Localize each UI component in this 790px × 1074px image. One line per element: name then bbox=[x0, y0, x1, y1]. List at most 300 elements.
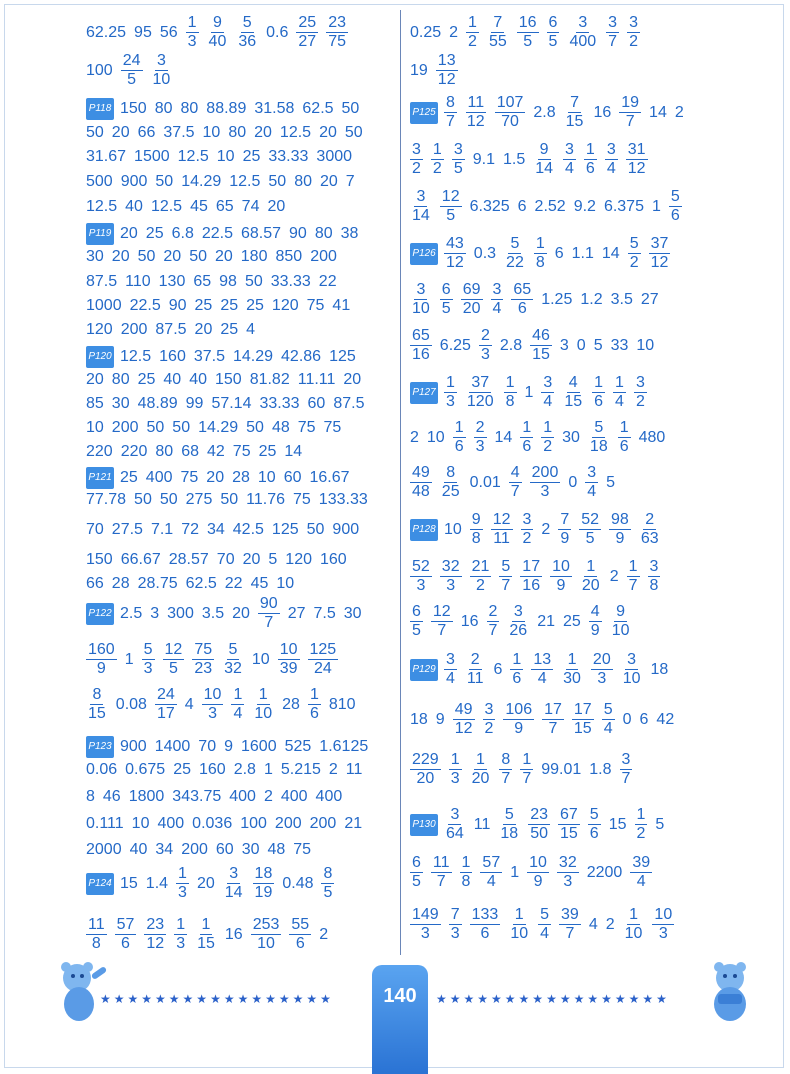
answer-value: 1500 bbox=[134, 148, 170, 165]
answer-value: 80 bbox=[180, 100, 199, 117]
bear-mascot-left-icon bbox=[55, 960, 111, 1026]
answer-value: 16 bbox=[460, 612, 479, 630]
answer-value: 14 bbox=[494, 428, 513, 446]
denominator: 50 bbox=[530, 825, 548, 842]
denominator: 4 bbox=[615, 393, 624, 410]
answer-value: 10 bbox=[276, 575, 295, 592]
answer-value: 1.2 bbox=[580, 290, 603, 308]
fraction bbox=[121, 53, 143, 88]
answer-value: 75 bbox=[293, 841, 312, 858]
answer-value: 20 bbox=[120, 225, 138, 242]
answer-value: 100 bbox=[240, 815, 267, 832]
denominator: 75 bbox=[328, 33, 346, 50]
answer-value: 25 bbox=[137, 371, 156, 388]
answer-value: 0.06 bbox=[86, 761, 118, 778]
numerator: 57 bbox=[116, 916, 135, 933]
page-ref-badge: P125 bbox=[410, 102, 438, 124]
answer-value: 3 bbox=[559, 336, 569, 354]
denominator: 4 bbox=[492, 300, 502, 317]
numerator: 8 bbox=[323, 865, 333, 882]
answer-value: 0.01 bbox=[469, 473, 501, 491]
fraction bbox=[222, 642, 244, 677]
answer-value: 2 bbox=[328, 761, 338, 778]
answer-value: 525 bbox=[284, 738, 312, 755]
denominator: 70 bbox=[501, 113, 519, 130]
fraction bbox=[431, 855, 452, 890]
answer-value: 48 bbox=[267, 841, 286, 858]
fraction bbox=[176, 866, 189, 901]
numerator: 3 bbox=[565, 141, 574, 158]
fraction bbox=[192, 642, 214, 677]
answer-value: 37.5 bbox=[193, 348, 225, 365]
numerator: 17 bbox=[544, 701, 562, 718]
numerator: 3 bbox=[446, 651, 455, 668]
numerator: 3 bbox=[453, 141, 463, 158]
denominator: 30 bbox=[563, 670, 581, 687]
fraction bbox=[491, 282, 504, 317]
fraction bbox=[520, 420, 533, 455]
fraction bbox=[436, 53, 458, 88]
answer-value: 11 bbox=[345, 761, 363, 778]
fraction bbox=[470, 512, 483, 547]
answer-value: 2 bbox=[609, 567, 619, 585]
denominator: 8 bbox=[91, 935, 101, 952]
denominator: 6 bbox=[454, 438, 464, 455]
fraction bbox=[465, 375, 496, 410]
fraction bbox=[613, 375, 626, 410]
answer-value: 0.48 bbox=[282, 874, 314, 892]
denominator: 12 bbox=[627, 160, 646, 177]
answer-value: 1800 bbox=[128, 788, 165, 805]
fraction bbox=[86, 687, 108, 722]
numerator: 11 bbox=[432, 854, 450, 871]
denominator: 2 bbox=[484, 720, 494, 737]
numerator: 7 bbox=[560, 511, 570, 528]
answer-value: 22.5 bbox=[129, 297, 161, 314]
answer-value: 50 bbox=[220, 491, 239, 508]
denominator: 24 bbox=[313, 660, 332, 677]
denominator: 4 bbox=[587, 483, 597, 500]
fraction bbox=[627, 559, 640, 594]
fraction bbox=[558, 512, 571, 547]
answer-value: 66 bbox=[86, 575, 104, 592]
denominator: 3 bbox=[178, 884, 187, 901]
numerator: 4 bbox=[590, 603, 600, 620]
answer-value: 0.036 bbox=[192, 815, 233, 832]
fraction bbox=[584, 142, 597, 177]
numerator: 12 bbox=[164, 641, 183, 658]
answer-value: 3000 bbox=[316, 148, 353, 165]
answer-value: 30 bbox=[111, 395, 130, 412]
numerator: 23 bbox=[530, 806, 548, 823]
fraction bbox=[449, 907, 462, 942]
fraction bbox=[86, 642, 117, 677]
answer-value: 40 bbox=[125, 198, 143, 215]
answer-value: 20 bbox=[214, 248, 233, 265]
fraction bbox=[466, 15, 479, 50]
answer-value: 20 bbox=[267, 198, 286, 215]
answer-line bbox=[410, 907, 682, 942]
denominator: 6 bbox=[512, 670, 522, 687]
fraction bbox=[278, 642, 300, 677]
fraction bbox=[253, 866, 275, 901]
fraction bbox=[479, 328, 492, 363]
answer-line bbox=[86, 736, 376, 758]
answer-value: 6.8 bbox=[171, 225, 194, 242]
denominator: 4 bbox=[606, 160, 616, 177]
denominator: 7 bbox=[621, 770, 631, 787]
denominator: 22 bbox=[506, 254, 524, 271]
answer-line bbox=[86, 491, 376, 509]
denominator: 5 bbox=[446, 207, 456, 224]
answer-value: 21 bbox=[344, 815, 363, 832]
answer-value: 1000 bbox=[86, 297, 122, 314]
numerator: 1 bbox=[476, 751, 485, 768]
fraction bbox=[186, 15, 199, 50]
numerator: 4 bbox=[568, 374, 578, 391]
fraction bbox=[541, 375, 554, 410]
column-divider bbox=[400, 10, 401, 955]
numerator: 98 bbox=[611, 511, 629, 528]
fraction bbox=[521, 512, 534, 547]
page-number-tab bbox=[372, 965, 428, 1074]
denominator: 12 bbox=[454, 720, 473, 737]
fraction bbox=[115, 917, 137, 952]
fraction bbox=[308, 687, 321, 722]
answer-value: 1.25 bbox=[541, 290, 573, 308]
fraction bbox=[410, 282, 432, 317]
denominator: 3 bbox=[143, 660, 153, 677]
answer-value: 85 bbox=[86, 395, 104, 412]
denominator: 7 bbox=[446, 113, 455, 130]
fraction bbox=[480, 855, 502, 890]
answer-value: 25 bbox=[173, 761, 191, 778]
denominator: 6 bbox=[309, 705, 319, 722]
answer-value: 80 bbox=[111, 371, 130, 388]
page-ref-badge: P130 bbox=[410, 814, 438, 836]
numerator: 1 bbox=[461, 854, 471, 871]
answer-value: 18 bbox=[410, 710, 428, 728]
fraction bbox=[520, 752, 533, 787]
answer-value: 200 bbox=[310, 248, 337, 265]
answer-value: 30 bbox=[562, 428, 580, 446]
denominator: 27 bbox=[298, 33, 317, 50]
answer-value: 28 bbox=[282, 695, 300, 713]
answer-value: 10 bbox=[131, 815, 150, 832]
numerator: 3 bbox=[156, 52, 166, 69]
numerator: 3 bbox=[608, 14, 618, 31]
fraction bbox=[144, 917, 166, 952]
answer-value: 60 bbox=[307, 395, 326, 412]
answer-value: 75 bbox=[180, 469, 199, 486]
answer-value: 75 bbox=[306, 297, 325, 314]
answer-value: 20 bbox=[206, 469, 225, 486]
fraction bbox=[652, 907, 674, 942]
answer-value: 0.3 bbox=[473, 244, 497, 262]
answer-value: 62.5 bbox=[185, 575, 217, 592]
numerator: 11 bbox=[88, 916, 105, 933]
answer-value: 14.29 bbox=[198, 419, 239, 436]
denominator: 10 bbox=[257, 935, 275, 952]
numerator: 39 bbox=[632, 854, 651, 871]
fraction bbox=[440, 189, 462, 224]
numerator: 3 bbox=[450, 806, 460, 823]
answer-value: 50 bbox=[86, 124, 104, 141]
numerator: 5 bbox=[594, 419, 604, 436]
answer-value: 70 bbox=[216, 551, 235, 568]
denominator: 5 bbox=[127, 71, 137, 88]
answer-value: 2 bbox=[319, 925, 329, 943]
denominator: 5 bbox=[412, 873, 421, 890]
fraction bbox=[491, 512, 513, 547]
answer-value: 90 bbox=[168, 297, 187, 314]
denominator: 3 bbox=[416, 577, 426, 594]
fraction bbox=[626, 142, 648, 177]
answer-value: 200 bbox=[120, 321, 148, 338]
answer-value: 57.14 bbox=[211, 395, 252, 412]
answer-value: 4 bbox=[246, 321, 256, 338]
fraction bbox=[308, 642, 339, 677]
denominator: 32 bbox=[224, 660, 242, 677]
answer-value: 20 bbox=[111, 248, 130, 265]
answer-value: 7.5 bbox=[313, 604, 336, 622]
denominator: 15 bbox=[573, 720, 592, 737]
denominator: 12 bbox=[146, 935, 165, 952]
answer-value: 0.6 bbox=[266, 23, 289, 41]
fraction bbox=[558, 807, 580, 842]
answer-value: 50 bbox=[172, 419, 191, 436]
answer-line bbox=[410, 512, 669, 547]
answer-value: 87.5 bbox=[86, 273, 118, 290]
fraction bbox=[326, 15, 348, 50]
answer-value: 1.4 bbox=[145, 874, 169, 892]
numerator: 5 bbox=[670, 188, 680, 205]
answer-value: 31.67 bbox=[86, 148, 127, 165]
answer-value: 75 bbox=[323, 419, 342, 436]
numerator: 32 bbox=[558, 854, 577, 871]
fraction bbox=[86, 917, 107, 952]
fraction bbox=[538, 907, 551, 942]
denominator: 15 bbox=[564, 393, 583, 410]
numerator: 10 bbox=[552, 558, 570, 575]
fraction bbox=[410, 855, 423, 890]
fraction bbox=[231, 687, 244, 722]
numerator: 1 bbox=[586, 558, 596, 575]
answer-line bbox=[86, 297, 358, 315]
answer-value: 2 bbox=[263, 788, 273, 805]
denominator: 5 bbox=[453, 160, 463, 177]
fraction bbox=[174, 917, 187, 952]
answer-value: 11.76 bbox=[246, 491, 285, 508]
answer-value: 28 bbox=[111, 575, 130, 592]
denominator: 7 bbox=[522, 770, 532, 787]
answer-line bbox=[410, 189, 690, 224]
answer-value: 33.33 bbox=[259, 395, 300, 412]
answer-value: 5 bbox=[593, 336, 603, 354]
numerator: 5 bbox=[143, 641, 153, 658]
answer-line bbox=[410, 282, 667, 317]
answer-value: 15 bbox=[608, 815, 627, 833]
denominator: 3 bbox=[446, 577, 456, 594]
answer-value: 25 bbox=[246, 297, 264, 314]
numerator: 10 bbox=[529, 854, 547, 871]
denominator: 7 bbox=[565, 925, 575, 942]
denominator: 11 bbox=[493, 530, 510, 547]
answer-value: 14 bbox=[284, 443, 303, 460]
denominator: 4 bbox=[636, 873, 646, 890]
numerator: 200 bbox=[531, 464, 559, 481]
denominator: 15 bbox=[197, 935, 215, 952]
footer-stars-right: ★★★★★★★★★★★★★★★★★ bbox=[436, 992, 670, 1006]
answer-value: 1 bbox=[263, 761, 273, 778]
denominator: 7 bbox=[264, 614, 274, 631]
answer-line bbox=[410, 53, 466, 88]
answer-value: 200 bbox=[274, 815, 302, 832]
denominator: 7 bbox=[488, 622, 498, 639]
numerator: 1 bbox=[615, 374, 624, 391]
fraction bbox=[483, 702, 496, 737]
numerator: 3 bbox=[416, 281, 426, 298]
answer-value: 2.8 bbox=[533, 103, 556, 121]
denominator: 4 bbox=[543, 393, 553, 410]
answer-value: 6 bbox=[554, 244, 564, 262]
answer-value: 21 bbox=[537, 612, 555, 630]
answer-value: 18 bbox=[650, 660, 669, 678]
denominator: 26 bbox=[509, 622, 528, 639]
answer-line bbox=[410, 15, 648, 50]
numerator: 20 bbox=[592, 651, 611, 668]
page-ref-badge: P121 bbox=[86, 467, 114, 489]
answer-value: 3 bbox=[150, 604, 160, 622]
denominator: 10 bbox=[254, 705, 273, 722]
answer-value: 12.5 bbox=[150, 198, 183, 215]
numerator: 43 bbox=[446, 235, 464, 252]
answer-value: 150 bbox=[120, 100, 147, 117]
answer-value: 60 bbox=[283, 469, 302, 486]
fraction bbox=[252, 687, 274, 722]
answer-line bbox=[86, 521, 367, 539]
denominator: 3 bbox=[563, 873, 573, 890]
denominator: 8 bbox=[505, 393, 515, 410]
answer-value: 81.82 bbox=[249, 371, 290, 388]
fraction bbox=[579, 512, 601, 547]
numerator: 1 bbox=[454, 419, 464, 436]
answer-line bbox=[410, 559, 668, 594]
fraction bbox=[163, 642, 185, 677]
answer-line bbox=[86, 917, 336, 952]
answer-line bbox=[86, 575, 302, 593]
denominator: 6 bbox=[585, 160, 595, 177]
denominator: 7 bbox=[548, 720, 558, 737]
answer-line bbox=[86, 346, 364, 368]
numerator: 106 bbox=[505, 701, 533, 718]
denominator: 5 bbox=[168, 660, 178, 677]
answer-line bbox=[86, 642, 346, 677]
denominator: 36 bbox=[238, 33, 257, 50]
answer-value: 33.33 bbox=[270, 273, 311, 290]
answer-value: 133.33 bbox=[318, 491, 368, 508]
answer-value: 20 bbox=[86, 371, 104, 388]
fraction bbox=[207, 15, 229, 50]
answer-value: 6 bbox=[517, 197, 527, 215]
fraction bbox=[623, 907, 645, 942]
fraction bbox=[251, 917, 282, 952]
answer-value: 77.78 bbox=[86, 491, 127, 508]
numerator: 12 bbox=[441, 188, 460, 205]
denominator: 2 bbox=[629, 254, 639, 271]
fraction bbox=[609, 512, 631, 547]
answer-value: 72 bbox=[181, 521, 199, 538]
numerator: 5 bbox=[629, 235, 639, 252]
answer-line bbox=[86, 173, 363, 191]
answer-value: 37.5 bbox=[163, 124, 195, 141]
answer-line bbox=[86, 419, 349, 437]
denominator: 9 bbox=[615, 530, 625, 547]
numerator: 18 bbox=[254, 865, 273, 882]
denominator: 3 bbox=[480, 346, 490, 363]
answer-value: 14.29 bbox=[232, 348, 274, 365]
fraction bbox=[564, 95, 586, 130]
numerator: 3 bbox=[627, 651, 637, 668]
answer-value: 400 bbox=[315, 788, 343, 805]
numerator: 2 bbox=[488, 603, 498, 620]
answer-line bbox=[86, 815, 370, 833]
numerator: 3 bbox=[606, 141, 616, 158]
answer-value: 3.5 bbox=[201, 604, 225, 622]
answer-value: 27 bbox=[640, 290, 659, 308]
numerator: 9 bbox=[616, 603, 626, 620]
fraction bbox=[410, 142, 423, 177]
denominator: 3 bbox=[450, 770, 460, 787]
answer-value: 275 bbox=[185, 491, 213, 508]
denominator: 2 bbox=[468, 33, 477, 50]
numerator: 1 bbox=[258, 686, 268, 703]
fraction bbox=[534, 236, 547, 271]
answer-value: 80 bbox=[154, 100, 173, 117]
numerator: 3 bbox=[492, 281, 502, 298]
answer-line bbox=[86, 148, 360, 166]
denominator: 10 bbox=[412, 300, 430, 317]
fraction bbox=[503, 702, 534, 737]
answer-value: 25 bbox=[120, 469, 138, 486]
numerator: 16 bbox=[518, 14, 537, 31]
denominator: 20 bbox=[416, 770, 435, 787]
denominator: 15 bbox=[560, 825, 578, 842]
answer-value: 2 bbox=[674, 103, 684, 121]
denominator: 4 bbox=[446, 670, 455, 687]
answer-line bbox=[86, 788, 350, 806]
numerator: 253 bbox=[252, 916, 280, 933]
answer-value: 7.1 bbox=[150, 521, 174, 538]
denominator: 12 bbox=[437, 71, 456, 88]
answer-value: 9.2 bbox=[573, 197, 596, 215]
numerator: 125 bbox=[309, 641, 337, 658]
numerator: 8 bbox=[446, 464, 456, 481]
answer-value: 10 bbox=[636, 336, 655, 354]
denominator: 16 bbox=[522, 577, 541, 594]
answer-value: 14.29 bbox=[181, 173, 222, 190]
denominator: 4 bbox=[486, 873, 496, 890]
answer-value: 6 bbox=[639, 710, 649, 728]
answer-value: 50 bbox=[344, 124, 363, 141]
answer-value: 200 bbox=[181, 841, 208, 858]
denominator: 120 bbox=[466, 393, 494, 410]
fraction bbox=[610, 604, 632, 639]
answer-value: 50 bbox=[137, 248, 156, 265]
answer-value: 120 bbox=[285, 551, 312, 568]
answer-value: 1600 bbox=[241, 738, 277, 755]
answer-value: 25 bbox=[194, 297, 213, 314]
